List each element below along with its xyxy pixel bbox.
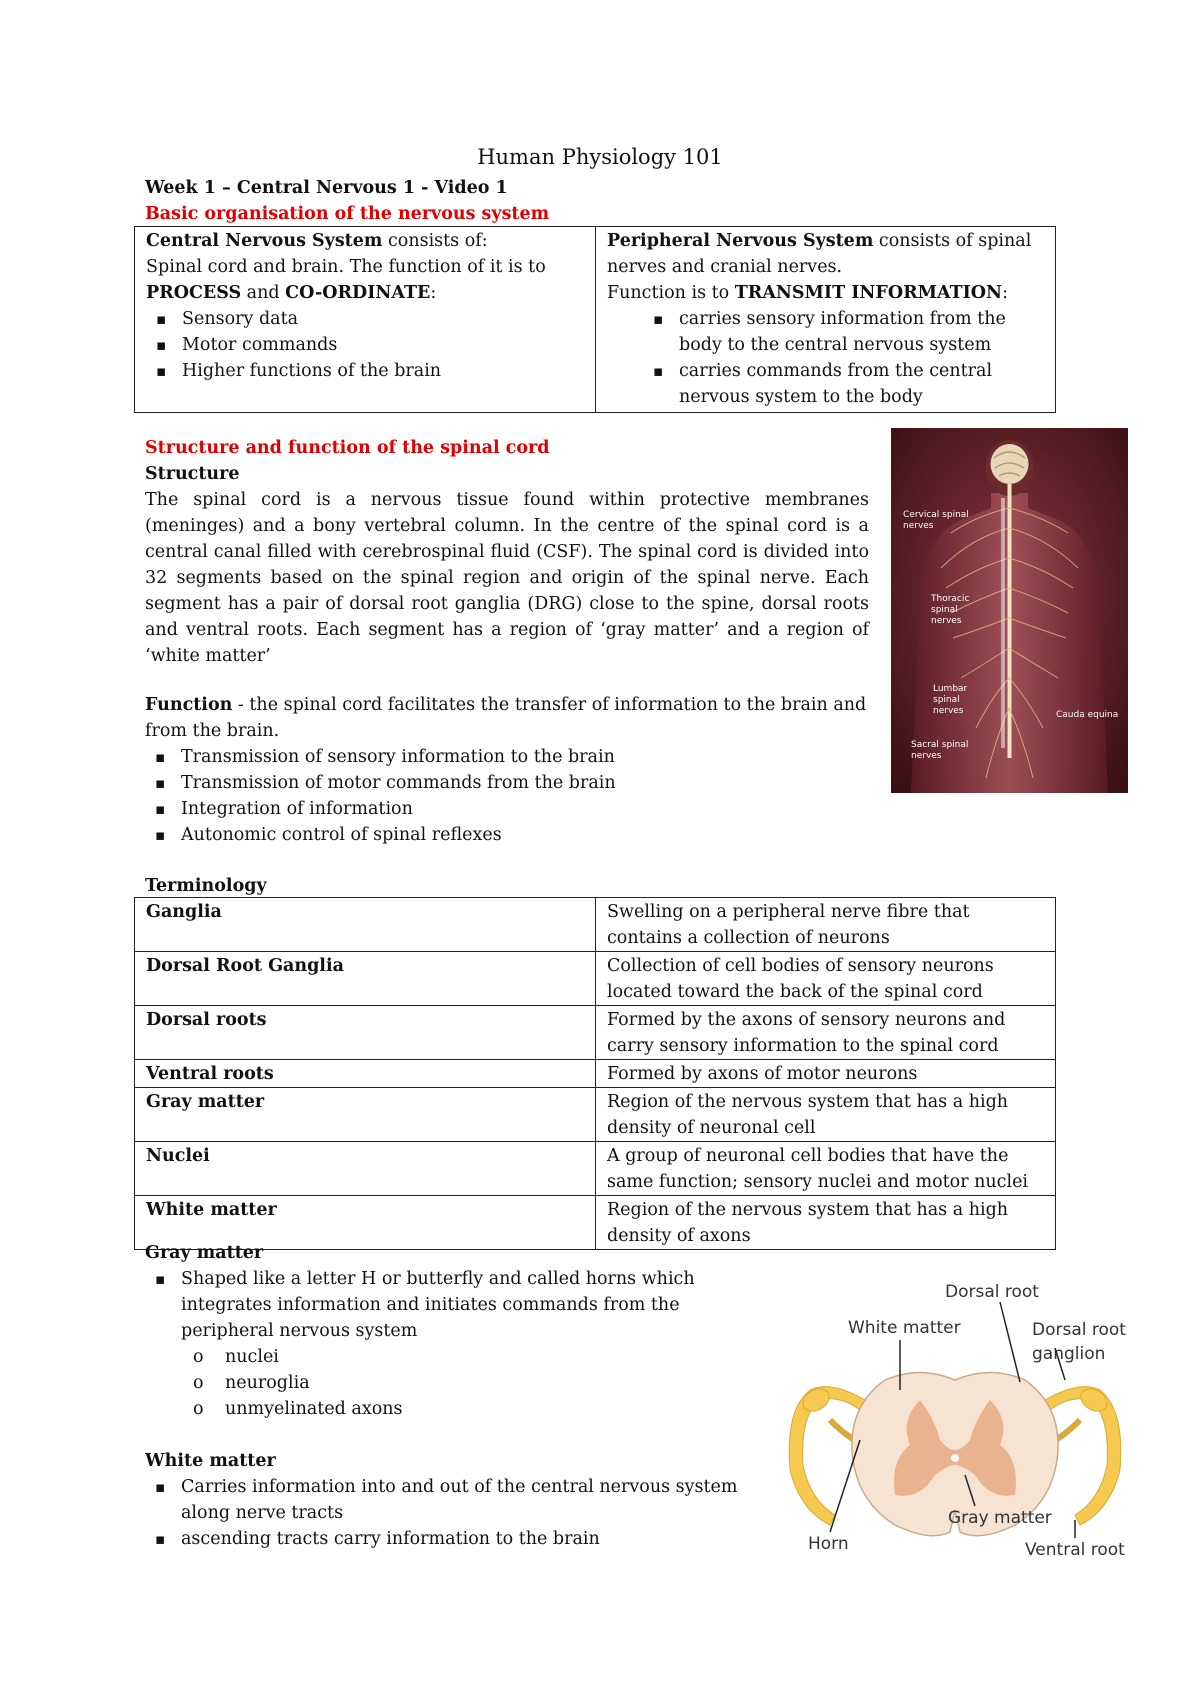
list-item: ▪ Transmission of motor commands from the brain [145, 770, 869, 796]
cns-title: Central Nervous System [146, 231, 383, 251]
table-row [135, 898, 1056, 952]
term-cell: Dorsal Root Ganglia [135, 952, 596, 1006]
nervous-system-table [134, 226, 1056, 413]
section-heading-spinal-cord: Structure and function of the spinal cord [145, 438, 550, 458]
pns-cell [596, 227, 1056, 413]
def-cell: Formed by axons of motor neurons [596, 1060, 1056, 1088]
term-cell: White matter [135, 1196, 596, 1250]
cns-colon: : [430, 283, 437, 303]
pns-colon: : [1002, 283, 1008, 303]
list-item: ▪ ascending tracts carry information to the brain [145, 1526, 755, 1552]
table-row [135, 1006, 1056, 1060]
white-matter-list [145, 1474, 755, 1552]
page-title: Human Physiology 101 [477, 145, 723, 169]
list-item: o nuclei [145, 1344, 645, 1370]
spinal-nerves-figure [891, 428, 1128, 793]
label-dorsal-root-ganglion: Dorsal root ganglion [1032, 1320, 1126, 1364]
term-cell: Gray matter [135, 1088, 596, 1142]
term-cell: Ganglia [135, 898, 596, 952]
def-cell: Region of the nervous system that has a high density of axons [596, 1196, 1056, 1250]
table-row [135, 1142, 1056, 1196]
list-item: ▪ carries sensory information from the body to the central nervous system [643, 306, 1026, 358]
pns-intro: consists of spinal [873, 231, 1032, 251]
list-item: o neuroglia [145, 1370, 645, 1396]
list-item: ▪ Sensory data [146, 306, 586, 332]
list-item: o unmyelinated axons [145, 1396, 645, 1422]
list-item: ▪ Carries information into and out of the central nervous system along nerve tracts [145, 1474, 755, 1526]
white-matter-heading: White matter [145, 1451, 276, 1471]
structure-heading: Structure [145, 464, 240, 484]
list-item: ▪ Higher functions of the brain [146, 358, 586, 384]
function-text: - the spinal cord facilitates the transfer of information to the brain and from the brain. [145, 695, 867, 741]
table-row [135, 1196, 1056, 1250]
structure-text: The spinal cord is a nervous tissue found within protective membranes (meninges) and a bony vertebral column. In the centre of the spinal cord is a central canal filled with cerebrospinal fluid (CSF). The spinal cord is divided into 32 segments based on the spinal region and origin of the spinal nerve. Each segment has a pair of dorsal root ganglia (DRG) close to the spine, dorsal roots and ventral roots. Each segment has a region of ‘gray matter’ and a region of ‘white matter’ [145, 490, 869, 666]
list-item: ▪ Integration of information [145, 796, 869, 822]
terminology-table [134, 897, 1056, 1250]
week-heading: Week 1 – Central Nervous 1 - Video 1 [145, 178, 508, 198]
table-row [135, 952, 1056, 1006]
terminology-heading: Terminology [145, 876, 267, 896]
gray-matter-list [145, 1266, 705, 1344]
pns-title: Peripheral Nervous System [607, 231, 874, 251]
def-cell: Swelling on a peripheral nerve fibre that contains a collection of neurons [596, 898, 1056, 952]
cns-process: PROCESS [146, 283, 242, 303]
cns-cell [135, 227, 596, 413]
list-item: ▪ Motor commands [146, 332, 586, 358]
def-cell: A group of neuronal cell bodies that have the same function; sensory nuclei and motor nuclei [596, 1142, 1056, 1196]
label-ventral-root: Ventral root [1025, 1540, 1125, 1560]
list-item: ▪ Transmission of sensory information to the brain [145, 744, 869, 770]
label-cauda: Cauda equina [1056, 710, 1119, 720]
def-cell: Collection of cell bodies of sensory neurons located toward the back of the spinal cord [596, 952, 1056, 1006]
function-list [145, 744, 869, 848]
list-item: ▪ carries commands from the central nervous system to the body [643, 358, 1026, 410]
table-row [135, 1088, 1056, 1142]
pns-function-is: Function is to [607, 283, 735, 303]
term-cell: Nuclei [135, 1142, 596, 1196]
term-cell: Ventral roots [135, 1060, 596, 1088]
pns-list [607, 306, 1046, 410]
cns-and: and [241, 283, 286, 303]
label-cervical: Cervical spinal nerves [903, 510, 969, 531]
table-row [135, 1060, 1056, 1088]
label-white-matter: White matter [848, 1318, 961, 1338]
label-dorsal-root: Dorsal root [945, 1282, 1039, 1302]
cns-line2: Spinal cord and brain. The function of it is to [146, 257, 546, 277]
list-item: ▪ Autonomic control of spinal reflexes [145, 822, 869, 848]
cross-section-leader-lines [770, 1270, 1140, 1580]
list-item: ▪ Shaped like a letter H or butterfly and called horns which integrates information and initiates commands from the peripheral nervous system [145, 1266, 705, 1344]
gray-matter-sublist [145, 1344, 645, 1422]
section-heading-organisation: Basic organisation of the nervous system [145, 204, 550, 224]
spinal-nerves-illustration [891, 428, 1128, 793]
pns-transmit: TRANSMIT INFORMATION [734, 283, 1003, 303]
cns-list [146, 306, 586, 384]
def-cell: Formed by the axons of sensory neurons and carry sensory information to the spinal cord [596, 1006, 1056, 1060]
label-gray-matter: Gray matter [948, 1508, 1052, 1528]
function-paragraph [145, 692, 869, 744]
label-sacral: Sacral spinal nerves [911, 740, 969, 761]
pns-line2: nerves and cranial nerves. [607, 257, 843, 277]
gray-matter-heading: Gray matter [145, 1243, 264, 1263]
cns-intro: consists of: [382, 231, 488, 251]
def-cell: Region of the nervous system that has a high density of neuronal cell [596, 1088, 1056, 1142]
label-lumbar: Lumbar spinal nerves [933, 684, 968, 716]
cross-section-figure [770, 1270, 1140, 1580]
cns-coordinate: CO-ORDINATE [285, 283, 431, 303]
term-cell: Dorsal roots [135, 1006, 596, 1060]
label-horn: Horn [808, 1534, 849, 1554]
function-label: Function [145, 695, 233, 715]
label-thoracic: Thoracic spinal nerves [931, 594, 970, 626]
